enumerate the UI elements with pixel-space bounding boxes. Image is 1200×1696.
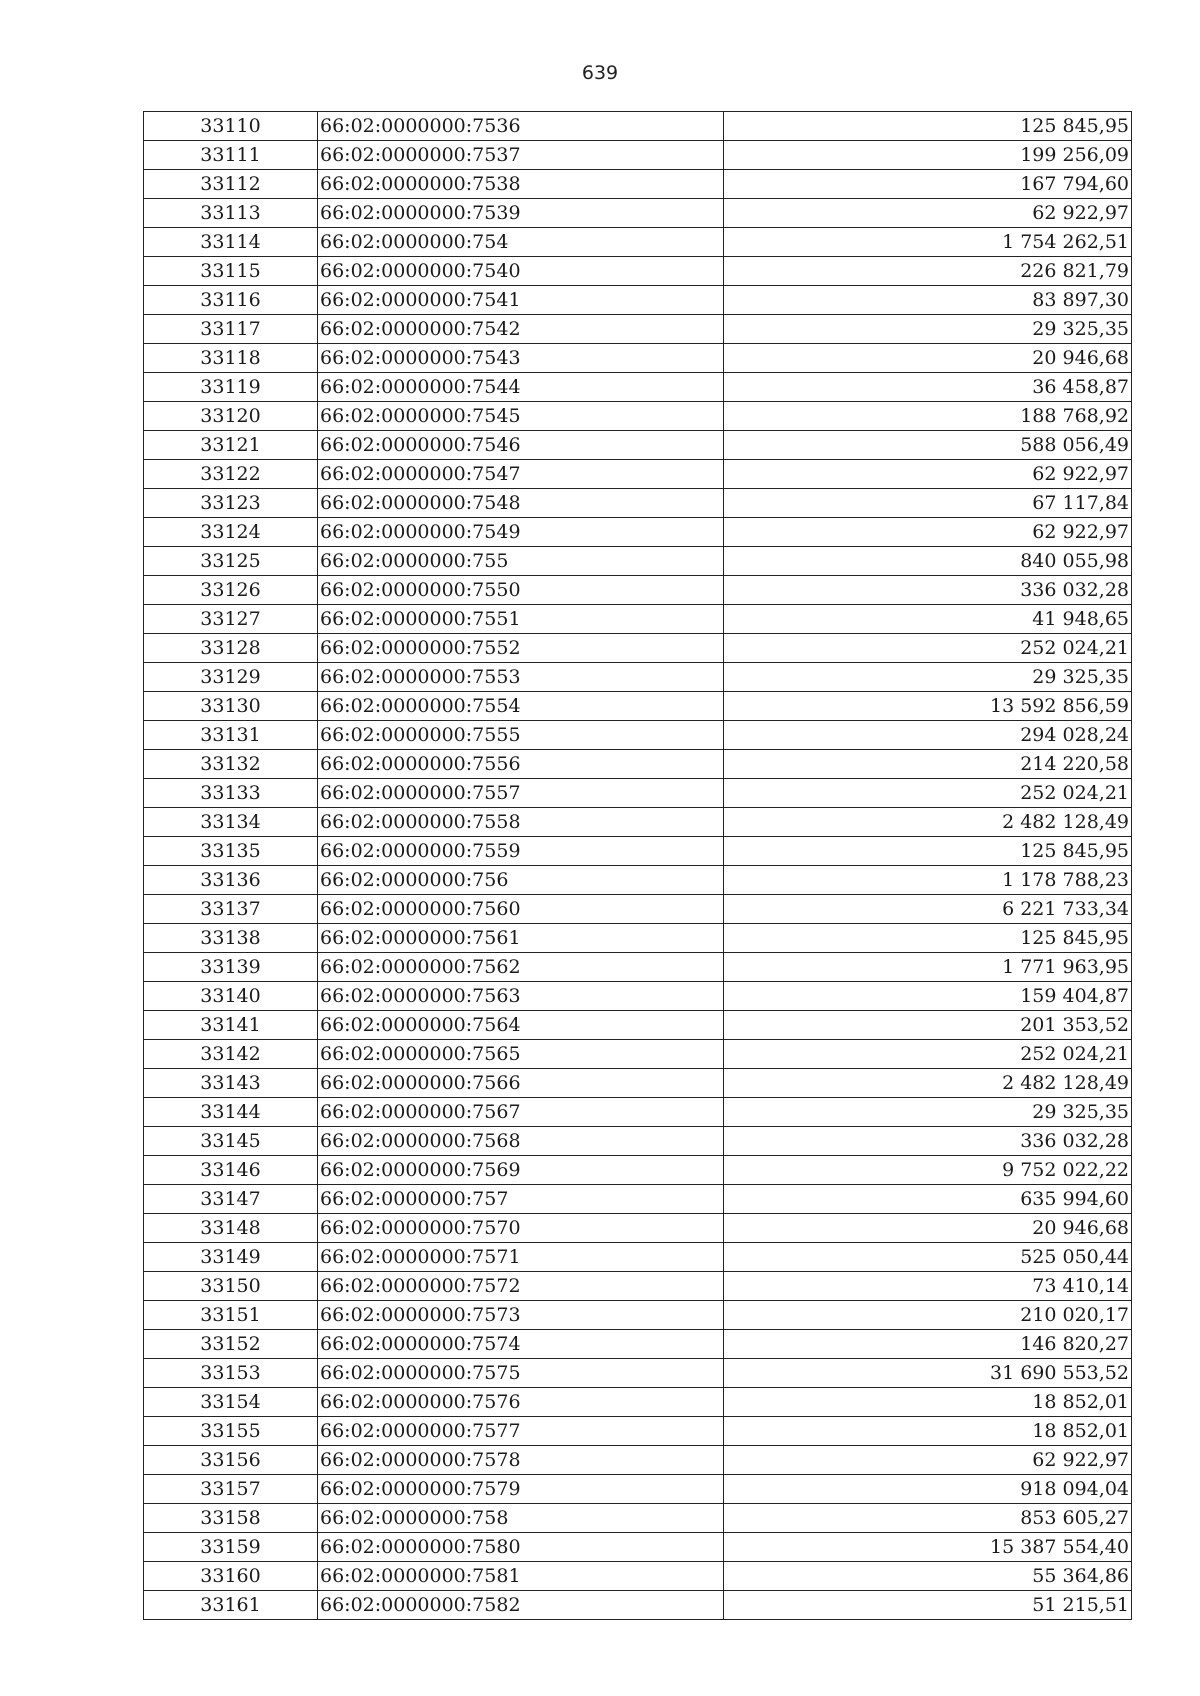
value-cell: 2 482 128,49 xyxy=(724,808,1132,837)
row-number-cell: 33118 xyxy=(144,344,318,373)
table-row xyxy=(144,1417,1132,1446)
row-number-cell: 33116 xyxy=(144,286,318,315)
row-number-cell: 33146 xyxy=(144,1156,318,1185)
value-cell: 41 948,65 xyxy=(724,605,1132,634)
row-number-cell: 33121 xyxy=(144,431,318,460)
value-cell: 13 592 856,59 xyxy=(724,692,1132,721)
cadastral-number-cell: 66:02:0000000:7543 xyxy=(318,344,724,373)
value-cell: 252 024,21 xyxy=(724,1040,1132,1069)
row-number-cell: 33145 xyxy=(144,1127,318,1156)
row-number-cell: 33149 xyxy=(144,1243,318,1272)
cadastral-number-cell: 66:02:0000000:7561 xyxy=(318,924,724,953)
row-number-cell: 33152 xyxy=(144,1330,318,1359)
value-cell: 9 752 022,22 xyxy=(724,1156,1132,1185)
cadastral-number-cell: 66:02:0000000:7545 xyxy=(318,402,724,431)
value-cell: 73 410,14 xyxy=(724,1272,1132,1301)
row-number-cell: 33147 xyxy=(144,1185,318,1214)
table-row xyxy=(144,692,1132,721)
cadastral-number-cell: 66:02:0000000:7547 xyxy=(318,460,724,489)
cadastral-number-cell: 66:02:0000000:7572 xyxy=(318,1272,724,1301)
value-cell: 18 852,01 xyxy=(724,1417,1132,1446)
cadastral-number-cell: 66:02:0000000:7536 xyxy=(318,112,724,141)
value-cell: 294 028,24 xyxy=(724,721,1132,750)
row-number-cell: 33113 xyxy=(144,199,318,228)
value-cell: 62 922,97 xyxy=(724,199,1132,228)
value-cell: 20 946,68 xyxy=(724,1214,1132,1243)
cadastral-number-cell: 66:02:0000000:7540 xyxy=(318,257,724,286)
row-number-cell: 33134 xyxy=(144,808,318,837)
table-row xyxy=(144,141,1132,170)
row-number-cell: 33114 xyxy=(144,228,318,257)
table-row xyxy=(144,547,1132,576)
cadastral-number-cell: 66:02:0000000:7567 xyxy=(318,1098,724,1127)
row-number-cell: 33151 xyxy=(144,1301,318,1330)
value-cell: 29 325,35 xyxy=(724,663,1132,692)
row-number-cell: 33112 xyxy=(144,170,318,199)
table-row xyxy=(144,460,1132,489)
row-number-cell: 33126 xyxy=(144,576,318,605)
table-row xyxy=(144,895,1132,924)
cadastral-number-cell: 66:02:0000000:7539 xyxy=(318,199,724,228)
table-row xyxy=(144,576,1132,605)
row-number-cell: 33128 xyxy=(144,634,318,663)
cadastral-number-cell: 66:02:0000000:7573 xyxy=(318,1301,724,1330)
table-row xyxy=(144,1533,1132,1562)
row-number-cell: 33141 xyxy=(144,1011,318,1040)
row-number-cell: 33159 xyxy=(144,1533,318,1562)
table-row xyxy=(144,1388,1132,1417)
table-row xyxy=(144,431,1132,460)
table-row xyxy=(144,663,1132,692)
value-cell: 146 820,27 xyxy=(724,1330,1132,1359)
cadastral-number-cell: 66:02:0000000:7565 xyxy=(318,1040,724,1069)
table-row xyxy=(144,1446,1132,1475)
row-number-cell: 33153 xyxy=(144,1359,318,1388)
table-row xyxy=(144,1011,1132,1040)
cadastral-number-cell: 66:02:0000000:7546 xyxy=(318,431,724,460)
row-number-cell: 33158 xyxy=(144,1504,318,1533)
row-number-cell: 33150 xyxy=(144,1272,318,1301)
cadastral-number-cell: 66:02:0000000:7578 xyxy=(318,1446,724,1475)
cadastral-number-cell: 66:02:0000000:7550 xyxy=(318,576,724,605)
row-number-cell: 33123 xyxy=(144,489,318,518)
cadastral-table-container xyxy=(143,111,1131,1620)
row-number-cell: 33156 xyxy=(144,1446,318,1475)
table-row xyxy=(144,373,1132,402)
row-number-cell: 33111 xyxy=(144,141,318,170)
row-number-cell: 33119 xyxy=(144,373,318,402)
table-row xyxy=(144,837,1132,866)
cadastral-number-cell: 66:02:0000000:7566 xyxy=(318,1069,724,1098)
value-cell: 918 094,04 xyxy=(724,1475,1132,1504)
value-cell: 167 794,60 xyxy=(724,170,1132,199)
value-cell: 214 220,58 xyxy=(724,750,1132,779)
cadastral-number-cell: 66:02:0000000:7579 xyxy=(318,1475,724,1504)
row-number-cell: 33154 xyxy=(144,1388,318,1417)
table-row xyxy=(144,1098,1132,1127)
cadastral-number-cell: 66:02:0000000:7556 xyxy=(318,750,724,779)
cadastral-number-cell: 66:02:0000000:7577 xyxy=(318,1417,724,1446)
cadastral-number-cell: 66:02:0000000:7538 xyxy=(318,170,724,199)
cadastral-number-cell: 66:02:0000000:7562 xyxy=(318,953,724,982)
value-cell: 29 325,35 xyxy=(724,315,1132,344)
cadastral-number-cell: 66:02:0000000:757 xyxy=(318,1185,724,1214)
cadastral-number-cell: 66:02:0000000:7551 xyxy=(318,605,724,634)
cadastral-number-cell: 66:02:0000000:7558 xyxy=(318,808,724,837)
row-number-cell: 33139 xyxy=(144,953,318,982)
table-row xyxy=(144,779,1132,808)
table-row xyxy=(144,170,1132,199)
table-row xyxy=(144,257,1132,286)
value-cell: 1 771 963,95 xyxy=(724,953,1132,982)
row-number-cell: 33110 xyxy=(144,112,318,141)
table-row xyxy=(144,228,1132,257)
cadastral-number-cell: 66:02:0000000:7574 xyxy=(318,1330,724,1359)
cadastral-table xyxy=(143,111,1132,1620)
cadastral-number-cell: 66:02:0000000:7560 xyxy=(318,895,724,924)
table-row xyxy=(144,634,1132,663)
row-number-cell: 33124 xyxy=(144,518,318,547)
cadastral-number-cell: 66:02:0000000:7575 xyxy=(318,1359,724,1388)
cadastral-number-cell: 66:02:0000000:7555 xyxy=(318,721,724,750)
table-row xyxy=(144,112,1132,141)
value-cell: 20 946,68 xyxy=(724,344,1132,373)
table-row xyxy=(144,1127,1132,1156)
row-number-cell: 33157 xyxy=(144,1475,318,1504)
table-row xyxy=(144,924,1132,953)
table-row xyxy=(144,1040,1132,1069)
table-row xyxy=(144,1185,1132,1214)
table-row xyxy=(144,1359,1132,1388)
value-cell: 252 024,21 xyxy=(724,634,1132,663)
cadastral-number-cell: 66:02:0000000:7549 xyxy=(318,518,724,547)
value-cell: 125 845,95 xyxy=(724,924,1132,953)
row-number-cell: 33122 xyxy=(144,460,318,489)
table-row xyxy=(144,721,1132,750)
value-cell: 336 032,28 xyxy=(724,1127,1132,1156)
cadastral-number-cell: 66:02:0000000:754 xyxy=(318,228,724,257)
row-number-cell: 33148 xyxy=(144,1214,318,1243)
table-row xyxy=(144,402,1132,431)
value-cell: 840 055,98 xyxy=(724,547,1132,576)
table-body xyxy=(144,112,1132,1620)
value-cell: 36 458,87 xyxy=(724,373,1132,402)
value-cell: 853 605,27 xyxy=(724,1504,1132,1533)
value-cell: 18 852,01 xyxy=(724,1388,1132,1417)
cadastral-number-cell: 66:02:0000000:7541 xyxy=(318,286,724,315)
value-cell: 525 050,44 xyxy=(724,1243,1132,1272)
table-row xyxy=(144,750,1132,779)
value-cell: 125 845,95 xyxy=(724,112,1132,141)
row-number-cell: 33160 xyxy=(144,1562,318,1591)
row-number-cell: 33136 xyxy=(144,866,318,895)
cadastral-number-cell: 66:02:0000000:7563 xyxy=(318,982,724,1011)
value-cell: 1 754 262,51 xyxy=(724,228,1132,257)
value-cell: 226 821,79 xyxy=(724,257,1132,286)
row-number-cell: 33140 xyxy=(144,982,318,1011)
value-cell: 67 117,84 xyxy=(724,489,1132,518)
row-number-cell: 33132 xyxy=(144,750,318,779)
table-row xyxy=(144,1243,1132,1272)
row-number-cell: 33143 xyxy=(144,1069,318,1098)
table-row xyxy=(144,1504,1132,1533)
table-row xyxy=(144,199,1132,228)
value-cell: 83 897,30 xyxy=(724,286,1132,315)
cadastral-number-cell: 66:02:0000000:7569 xyxy=(318,1156,724,1185)
value-cell: 55 364,86 xyxy=(724,1562,1132,1591)
table-row xyxy=(144,953,1132,982)
cadastral-number-cell: 66:02:0000000:7557 xyxy=(318,779,724,808)
value-cell: 31 690 553,52 xyxy=(724,1359,1132,1388)
table-row xyxy=(144,1591,1132,1620)
cadastral-number-cell: 66:02:0000000:755 xyxy=(318,547,724,576)
value-cell: 210 020,17 xyxy=(724,1301,1132,1330)
table-row xyxy=(144,1301,1132,1330)
table-row xyxy=(144,1214,1132,1243)
row-number-cell: 33117 xyxy=(144,315,318,344)
cadastral-number-cell: 66:02:0000000:7559 xyxy=(318,837,724,866)
row-number-cell: 33142 xyxy=(144,1040,318,1069)
cadastral-number-cell: 66:02:0000000:7581 xyxy=(318,1562,724,1591)
value-cell: 336 032,28 xyxy=(724,576,1132,605)
table-row xyxy=(144,1475,1132,1504)
table-row xyxy=(144,489,1132,518)
row-number-cell: 33161 xyxy=(144,1591,318,1620)
table-row xyxy=(144,1562,1132,1591)
table-row xyxy=(144,1272,1132,1301)
table-row xyxy=(144,1156,1132,1185)
value-cell: 62 922,97 xyxy=(724,460,1132,489)
cadastral-number-cell: 66:02:0000000:7548 xyxy=(318,489,724,518)
value-cell: 252 024,21 xyxy=(724,779,1132,808)
cadastral-number-cell: 66:02:0000000:758 xyxy=(318,1504,724,1533)
row-number-cell: 33133 xyxy=(144,779,318,808)
table-row xyxy=(144,982,1132,1011)
value-cell: 201 353,52 xyxy=(724,1011,1132,1040)
row-number-cell: 33137 xyxy=(144,895,318,924)
value-cell: 2 482 128,49 xyxy=(724,1069,1132,1098)
row-number-cell: 33120 xyxy=(144,402,318,431)
cadastral-number-cell: 66:02:0000000:7552 xyxy=(318,634,724,663)
cadastral-number-cell: 66:02:0000000:7568 xyxy=(318,1127,724,1156)
table-row xyxy=(144,808,1132,837)
table-row xyxy=(144,605,1132,634)
row-number-cell: 33127 xyxy=(144,605,318,634)
row-number-cell: 33131 xyxy=(144,721,318,750)
cadastral-number-cell: 66:02:0000000:7544 xyxy=(318,373,724,402)
table-row xyxy=(144,344,1132,373)
cadastral-number-cell: 66:02:0000000:7582 xyxy=(318,1591,724,1620)
table-row xyxy=(144,286,1132,315)
value-cell: 159 404,87 xyxy=(724,982,1132,1011)
table-row xyxy=(144,1069,1132,1098)
cadastral-number-cell: 66:02:0000000:7554 xyxy=(318,692,724,721)
value-cell: 29 325,35 xyxy=(724,1098,1132,1127)
value-cell: 62 922,97 xyxy=(724,518,1132,547)
cadastral-number-cell: 66:02:0000000:7571 xyxy=(318,1243,724,1272)
table-row xyxy=(144,1330,1132,1359)
row-number-cell: 33144 xyxy=(144,1098,318,1127)
cadastral-number-cell: 66:02:0000000:7542 xyxy=(318,315,724,344)
table-row xyxy=(144,518,1132,547)
value-cell: 125 845,95 xyxy=(724,837,1132,866)
cadastral-number-cell: 66:02:0000000:7564 xyxy=(318,1011,724,1040)
row-number-cell: 33129 xyxy=(144,663,318,692)
cadastral-number-cell: 66:02:0000000:7580 xyxy=(318,1533,724,1562)
cadastral-number-cell: 66:02:0000000:7553 xyxy=(318,663,724,692)
value-cell: 635 994,60 xyxy=(724,1185,1132,1214)
cadastral-number-cell: 66:02:0000000:756 xyxy=(318,866,724,895)
value-cell: 62 922,97 xyxy=(724,1446,1132,1475)
table-row xyxy=(144,866,1132,895)
cadastral-number-cell: 66:02:0000000:7537 xyxy=(318,141,724,170)
cadastral-number-cell: 66:02:0000000:7576 xyxy=(318,1388,724,1417)
row-number-cell: 33155 xyxy=(144,1417,318,1446)
value-cell: 199 256,09 xyxy=(724,141,1132,170)
row-number-cell: 33115 xyxy=(144,257,318,286)
value-cell: 1 178 788,23 xyxy=(724,866,1132,895)
table-row xyxy=(144,315,1132,344)
row-number-cell: 33130 xyxy=(144,692,318,721)
cadastral-number-cell: 66:02:0000000:7570 xyxy=(318,1214,724,1243)
value-cell: 188 768,92 xyxy=(724,402,1132,431)
value-cell: 15 387 554,40 xyxy=(724,1533,1132,1562)
value-cell: 588 056,49 xyxy=(724,431,1132,460)
page-number: 639 xyxy=(581,62,619,84)
row-number-cell: 33135 xyxy=(144,837,318,866)
value-cell: 6 221 733,34 xyxy=(724,895,1132,924)
row-number-cell: 33125 xyxy=(144,547,318,576)
value-cell: 51 215,51 xyxy=(724,1591,1132,1620)
row-number-cell: 33138 xyxy=(144,924,318,953)
